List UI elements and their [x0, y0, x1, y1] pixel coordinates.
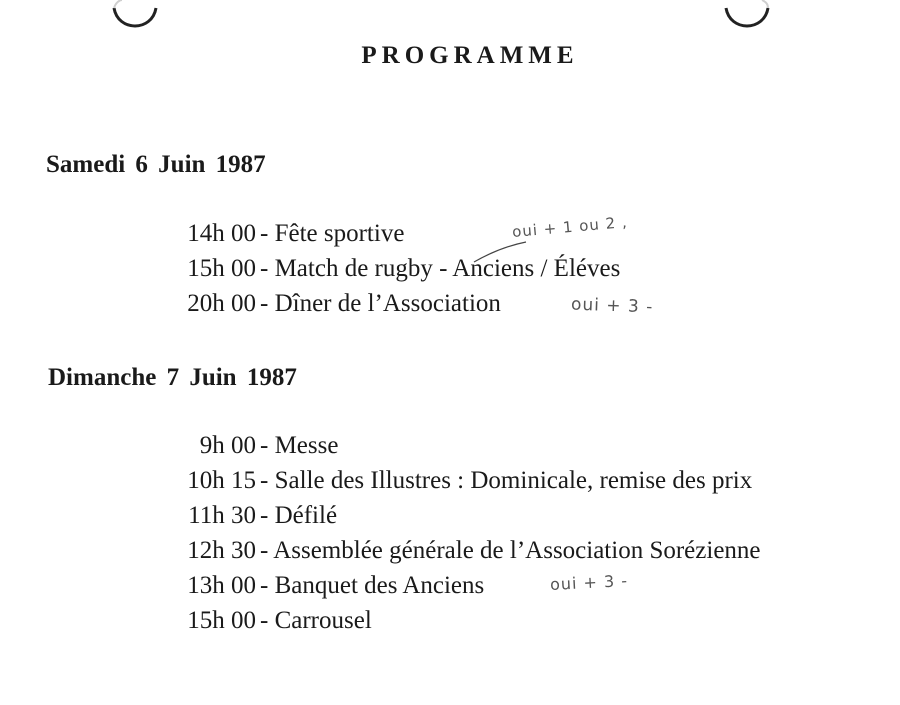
event-text: - Messe	[260, 432, 339, 459]
event-text: - Carrousel	[260, 607, 372, 634]
punch-hole-left	[110, 0, 160, 40]
event-time: 12h 30	[187, 537, 256, 564]
sunday-events	[0, 432, 900, 642]
event-text: - Dîner de l’Association	[260, 290, 501, 317]
day-heading-sunday: Dimanche 7 Juin 1987	[48, 364, 297, 391]
event-text: - Banquet des Anciens	[260, 572, 485, 599]
event-text: - Fête sportive	[260, 220, 405, 247]
list-item	[0, 432, 900, 467]
page-title: PROGRAMME	[361, 42, 579, 69]
saturday-events	[0, 220, 900, 325]
list-item	[0, 537, 900, 572]
list-item	[0, 467, 900, 502]
list-item	[0, 220, 900, 255]
event-text: - Assemblée générale de l’Association Sorézienne	[260, 537, 761, 564]
list-item	[0, 502, 900, 537]
event-time: 15h 00	[187, 607, 256, 634]
event-time: 14h 00	[187, 220, 256, 247]
handwritten-note: oui + 3 -	[549, 570, 629, 595]
event-text: - Match de rugby - Anciens / Éléves	[260, 255, 621, 282]
event-text: - Salle des Illustres : Dominicale, remise des prix	[260, 467, 753, 494]
list-item	[0, 607, 900, 642]
event-text: - Défilé	[260, 502, 338, 529]
handwritten-note: oui + 1 ou 2 ,	[511, 212, 629, 242]
list-item	[0, 572, 900, 607]
punch-hole-right	[722, 0, 772, 40]
event-time: 9h 00	[199, 432, 256, 459]
event-time: 11h 30	[188, 502, 256, 529]
handwritten-stroke	[470, 236, 530, 266]
event-time: 20h 00	[187, 290, 256, 317]
list-item	[0, 290, 900, 325]
event-time: 10h 15	[187, 467, 256, 494]
event-time: 13h 00	[187, 572, 256, 599]
day-heading-saturday: Samedi 6 Juin 1987	[46, 151, 266, 178]
event-time: 15h 00	[187, 255, 256, 282]
handwritten-note: oui + 3 -	[570, 294, 654, 318]
list-item	[0, 255, 900, 290]
